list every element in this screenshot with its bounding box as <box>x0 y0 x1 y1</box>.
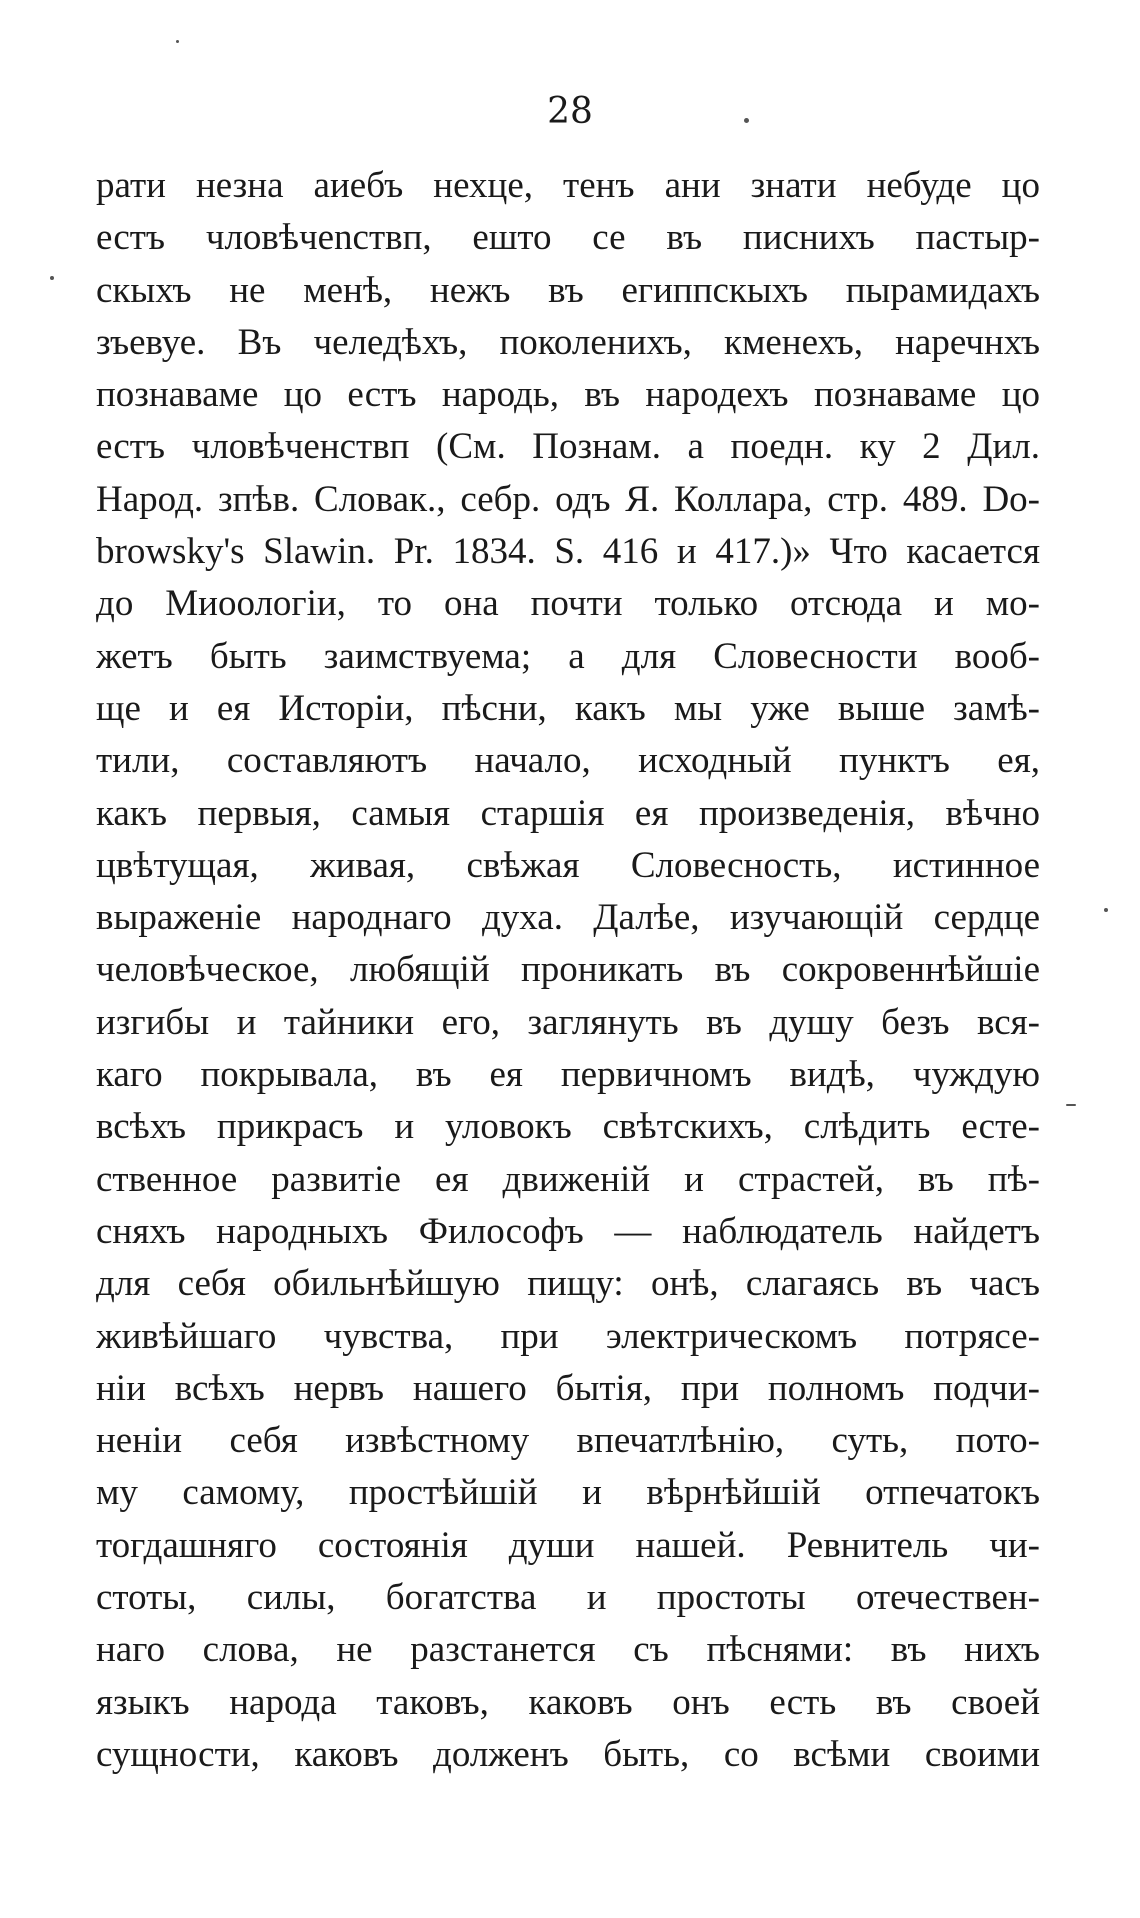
ink-speck <box>176 40 179 43</box>
text-line: жетъ быть заимствуема; а для Словесности вооб- <box>96 635 1040 677</box>
ink-speck <box>1104 908 1108 912</box>
text-line: естъ чловѣчenствп, ешто се въ писнихъ пастыр- <box>96 217 1040 259</box>
text-line: тили, составляютъ начало, исходный пунктъ ея, <box>96 740 1040 782</box>
text-line: ственное развитіе ея движеній и страстей, въ пѣ- <box>96 1158 1040 1200</box>
text-line: выраженіе народнаго духа. Далѣе, изучающій сердце <box>96 897 1040 939</box>
text-line: неніи себя извѣстному впечатлѣнію, суть, пото- <box>96 1420 1040 1462</box>
text-line: зъевуе. Въ челедѣхъ, поколенихъ, кменехъ, наречнхъ <box>96 321 1040 363</box>
page-number: 28 <box>547 91 593 132</box>
body-text <box>96 160 1040 1781</box>
text-line: каго покрывала, въ ея первичномъ видѣ, чуждую <box>96 1054 1040 1096</box>
text-line: какъ первыя, самыя старшія ея произведенія, вѣчно <box>96 792 1040 834</box>
text-line: скыхъ не менѣ, нежъ въ египпскыхъ пырамидахъ <box>96 269 1040 311</box>
text-line: познаваме цо естъ народь, въ народехъ познаваме цо <box>96 374 1040 416</box>
text-line: изгибы и тайники его, заглянуть въ душу безъ вся- <box>96 1001 1040 1043</box>
text-line: browsky's Slawin. Pr. 1834. S. 416 и 417.)» Что касается <box>96 531 1040 573</box>
text-line: естъ чловѣченствп (См. Познам. а поедн. ку 2 Дил. <box>96 426 1040 468</box>
text-line: му самому, простѣйшій и вѣрнѣйшій отпечатокъ <box>96 1472 1040 1514</box>
text-line: ніи всѣхъ нервъ нашего бытія, при полномъ подчи- <box>96 1367 1040 1409</box>
text-line: рати незна аиебъ нехце, тенъ ани знати небуде цо <box>96 165 1040 206</box>
text-line: наго слова, не разстанется съ пѣснями: въ нихъ <box>96 1629 1040 1671</box>
text-line: до Миоологіи, то она почти только отсюда и мо- <box>96 583 1040 625</box>
text-line: всѣхъ прикрасъ и уловокъ свѣтскихъ, слѣдить есте- <box>96 1106 1040 1148</box>
ink-speck <box>1066 1104 1076 1106</box>
text-line: человѣческое, любящій проникать въ сокровеннѣйшіе <box>96 949 1040 991</box>
text-line: языкъ народа таковъ, каковъ онъ есть въ своей <box>96 1681 1040 1723</box>
text-line: тогдашняго состоянія души нашей. Ревнитель чи- <box>96 1524 1040 1566</box>
text-line: Народ. зпѣв. Словак., себр. одъ Я. Коллара, стр. 489. Do- <box>96 478 1040 520</box>
text-line: цвѣтущая, живая, свѣжая Словесность, истинное <box>96 844 1040 886</box>
text-line: сняхъ народныхъ Философъ — наблюдатель найдетъ <box>96 1210 1040 1252</box>
text-line: живѣйшаго чувства, при электрическомъ потрясе- <box>96 1315 1040 1357</box>
text-line: ще и ея Исторіи, пѣсни, какъ мы уже выше замѣ- <box>96 687 1040 729</box>
text-line: стоты, силы, богатства и простоты отечествен- <box>96 1577 1040 1619</box>
text-line: для себя обильнѣйшую пищу: онѣ, слагаясь въ часъ <box>96 1263 1040 1305</box>
ink-speck <box>744 118 749 123</box>
ink-speck <box>50 276 54 280</box>
text-line: сущности, каковъ долженъ быть, со всѣми своими <box>96 1733 1040 1775</box>
